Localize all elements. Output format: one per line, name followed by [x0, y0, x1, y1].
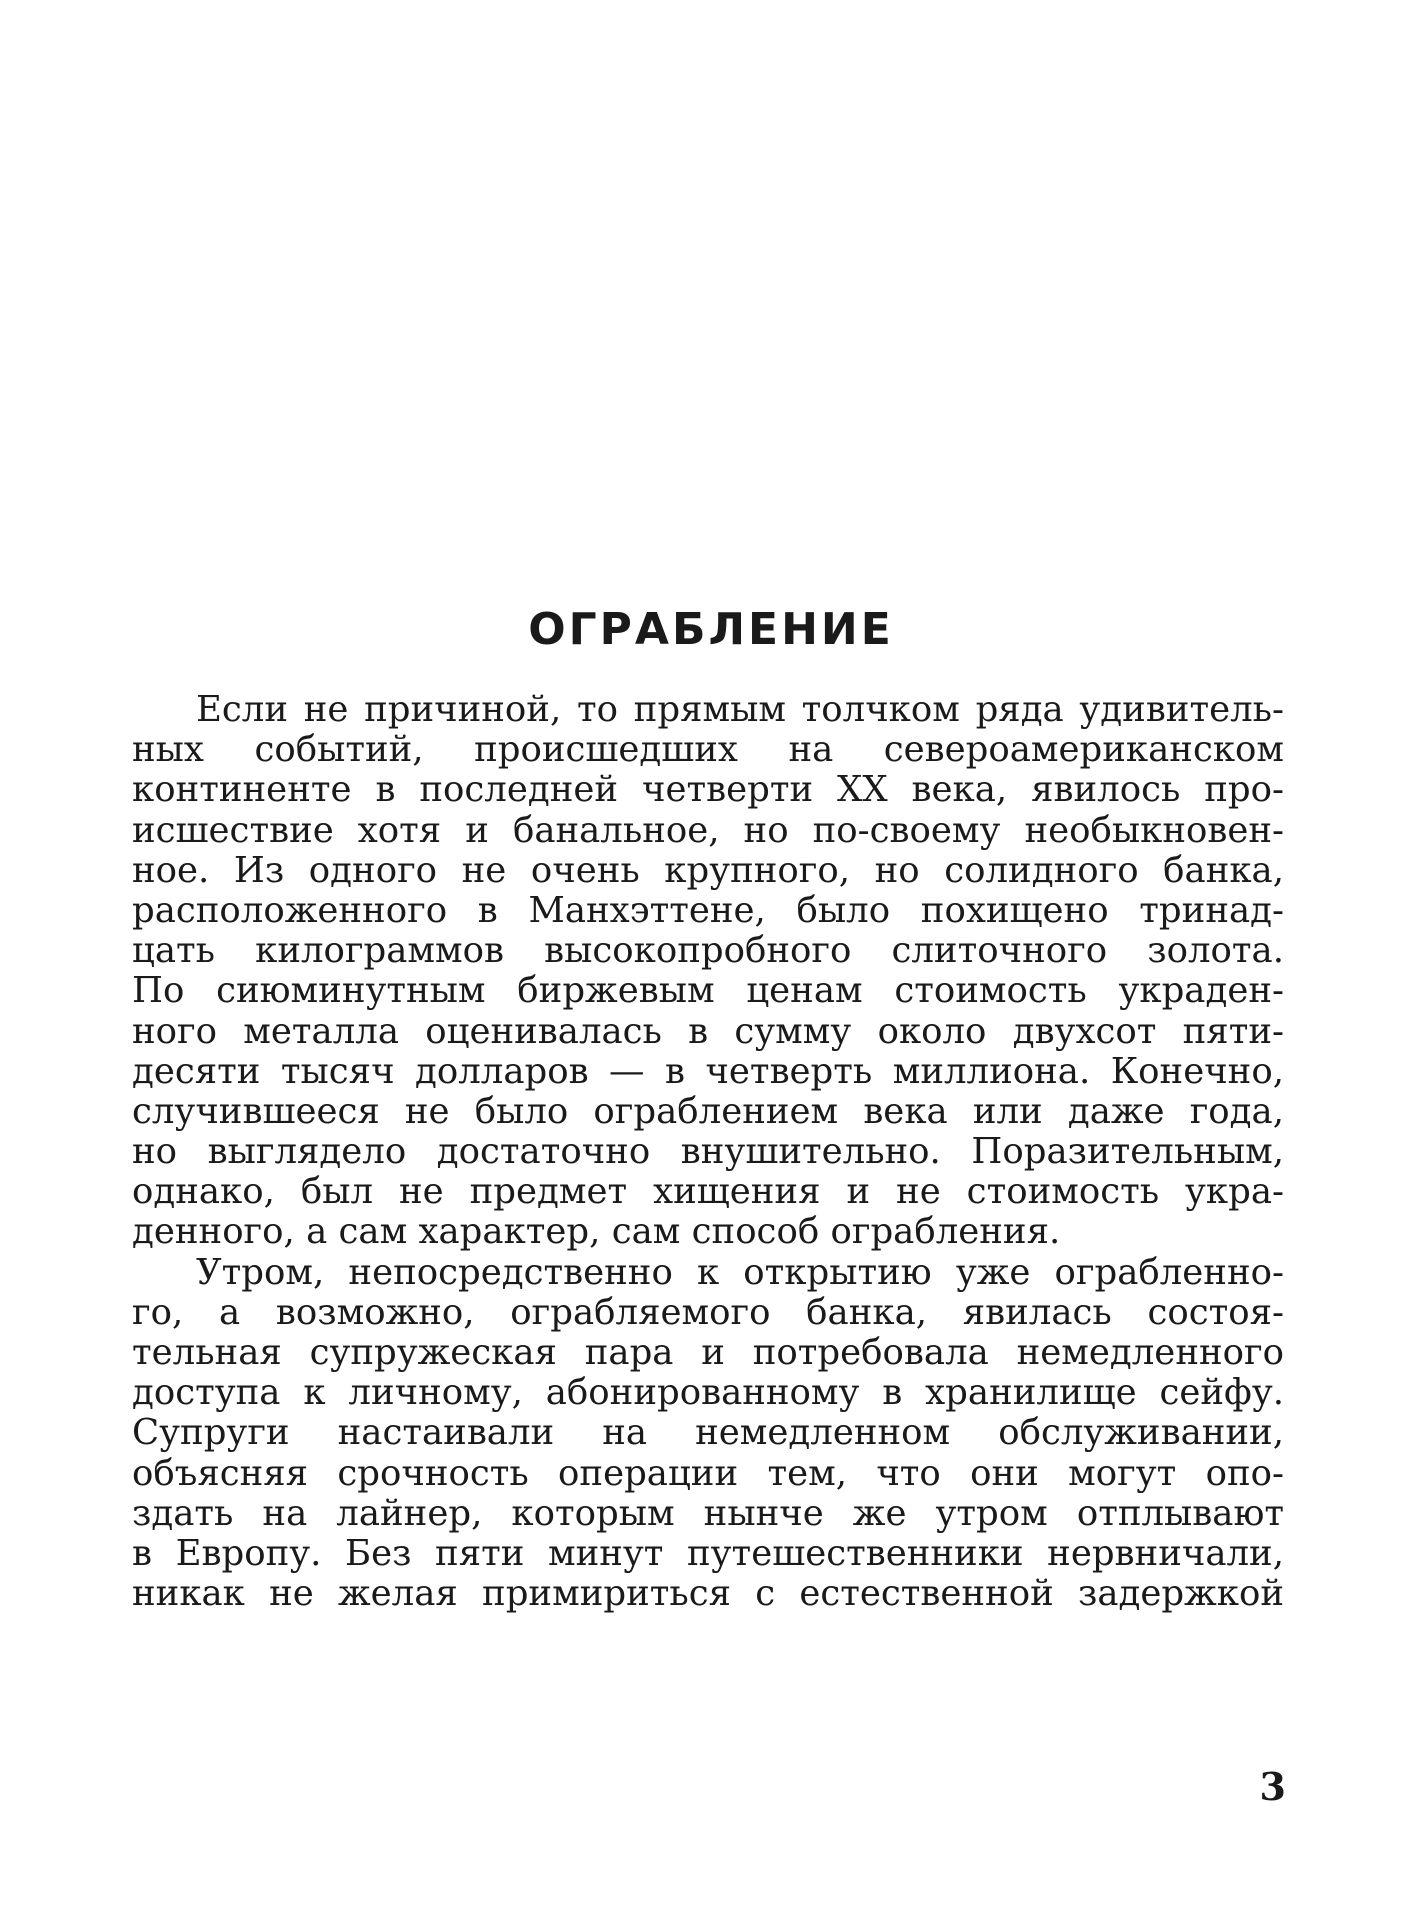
- text-line: десяти тысяч долларов — в четверть миллиона. Конечно,: [132, 1050, 1284, 1092]
- text-line: Если не причиной, то прямым толчком ряда удивитель-: [196, 689, 1284, 730]
- text-line: цать килограммов высокопробного слиточного золота.: [132, 930, 1284, 972]
- text-line: ного металла оценивалась в сумму около двухсот пяти-: [132, 1010, 1284, 1052]
- text-line: Утром, непосредственно к открытию уже ограбленно-: [196, 1251, 1284, 1293]
- text-line: объясняя срочность операции тем, что они могут опо-: [132, 1452, 1284, 1494]
- text-line: По сиюминутным биржевым ценам стоимость украден-: [132, 970, 1284, 1012]
- text-line: го, а возможно, ограбляемого банка, явилась состоя-: [132, 1291, 1284, 1333]
- paragraph-1: [132, 690, 1284, 1253]
- text-line: в Европу. Без пяти минут путешественники нервничали,: [132, 1532, 1284, 1574]
- text-line: тельная супружеская пара и потребовала немедленного: [132, 1332, 1284, 1373]
- text-line: здать на лайнер, которым нынче же утром отплывают: [132, 1492, 1284, 1534]
- text-line: расположенного в Манхэттене, было похищено тринад-: [132, 889, 1284, 931]
- text-line: континенте в последней четверти XX века, явилось про-: [132, 769, 1284, 811]
- text-line: но выглядело достаточно внушительно. Поразительным,: [132, 1131, 1284, 1173]
- text-line: Супруги настаивали на немедленном обслуживании,: [132, 1412, 1284, 1454]
- text-line: денного, а сам характер, сам способ ограбления.: [132, 1211, 1061, 1253]
- text-line: однако, был не предмет хищения и не стоимость укра-: [132, 1171, 1284, 1213]
- text-line: никак не желая примириться с естественной задержкой: [132, 1573, 1284, 1615]
- text-line: ных событий, происшедших на североамериканском: [132, 729, 1284, 771]
- text-line: доступа к личному, абонированному в хранилище сейфу.: [132, 1372, 1284, 1414]
- text-line: случившееся не было ограблением века или даже года,: [132, 1090, 1284, 1132]
- chapter-title: ОГРАБЛЕНИЕ: [528, 604, 894, 655]
- text-line: ное. Из одного не очень крупного, но солидного банка,: [132, 849, 1284, 891]
- text-line: исшествие хотя и банальное, но по-своему необыкновен-: [132, 809, 1284, 851]
- body-text: [132, 690, 1284, 1614]
- page-number: 3: [1259, 1764, 1286, 1809]
- paragraph-2: [132, 1253, 1284, 1615]
